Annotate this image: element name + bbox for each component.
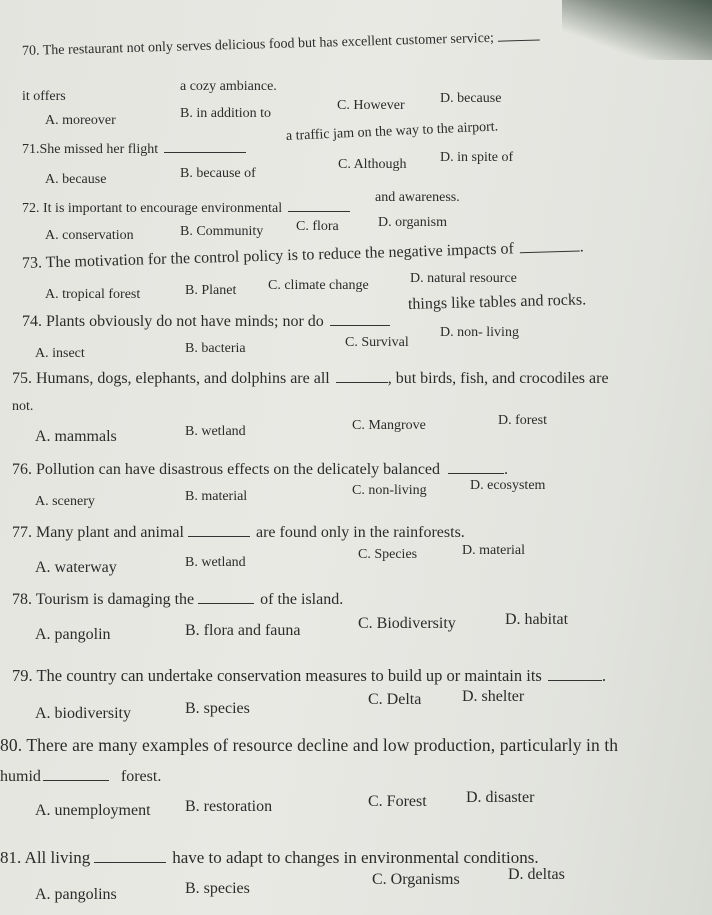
q74-stem-a: 74. Plants obviously do not have minds; nor do — [22, 313, 390, 331]
q70-stem-line2b: a cozy ambiance. — [180, 79, 277, 94]
q72-option-d: D. organism — [378, 215, 447, 230]
q72-stem-a: 72. It is important to encourage environmental — [22, 201, 350, 217]
q73-option-b: B. Planet — [185, 283, 237, 298]
q78-option-b: B. flora and fauna — [185, 622, 301, 639]
q77-option-d: D. material — [462, 543, 525, 558]
q75-option-c: C. Mangrove — [352, 418, 426, 433]
q75-option-d: D. forest — [498, 413, 547, 428]
q71-stem-a: 71.She missed her flight — [22, 142, 246, 158]
q78-option-c: C. Biodiversity — [358, 615, 456, 632]
q72-option-a: A. conservation — [45, 228, 134, 243]
q70-option-a: A. moreover — [45, 113, 116, 128]
q72-option-c: C. flora — [296, 219, 339, 234]
q76-option-c: C. non-living — [352, 483, 427, 498]
q81-stem: 81. All living have to adapt to changes in environmental conditions. — [0, 848, 539, 867]
q81-option-d: D. deltas — [508, 866, 565, 883]
q71-stem-b: a traffic jam on the way to the airport. — [285, 119, 499, 144]
q80-option-c: C. Forest — [368, 793, 427, 810]
q74-option-a: A. insect — [35, 346, 85, 361]
q71-option-a: A. because — [45, 172, 107, 187]
q72-stem-b: and awareness. — [375, 190, 460, 205]
q70-option-b: B. in addition to — [180, 106, 271, 121]
q73-option-a: A. tropical forest — [45, 287, 141, 302]
q71-option-b: B. because of — [180, 166, 256, 181]
q74-option-d: D. non- living — [440, 325, 519, 340]
q77-stem: 77. Many plant and animal are found only in the rainforests. — [12, 524, 465, 541]
q78-option-d: D. habitat — [505, 611, 569, 628]
q76-option-d: D. ecosystem — [470, 478, 546, 493]
q73-option-c: C. climate change — [268, 278, 369, 293]
q75-stem-a: 75. Humans, dogs, elephants, and dolphins are all , but birds, fish, and crocodiles are — [12, 370, 609, 387]
q73-stem: 73. The motivation for the control policy is to reduce the negative impacts of . — [21, 238, 585, 272]
q77-option-b: B. wetland — [185, 555, 246, 570]
q79-option-b: B. species — [185, 700, 250, 717]
q70-stem-line2a: it offers — [22, 89, 66, 104]
q74-stem-b: things like tables and rocks. — [407, 291, 587, 313]
q75-option-a: A. mammals — [35, 428, 117, 445]
q76-option-a: A. scenery — [35, 494, 95, 509]
q80-option-a: A. unemployment — [35, 802, 151, 819]
q75-option-b: B. wetland — [185, 424, 246, 439]
q81-option-b: B. species — [185, 880, 250, 897]
q80-option-d: D. disaster — [466, 789, 535, 806]
q76-stem: 76. Pollution can have disastrous effects on the delicately balanced . — [12, 461, 509, 478]
q71-option-c: C. Although — [338, 157, 407, 172]
q81-option-a: A. pangolins — [35, 886, 117, 903]
q79-option-d: D. shelter — [462, 688, 525, 705]
q76-option-b: B. material — [185, 489, 248, 504]
q71-option-d: D. in spite of — [440, 150, 514, 165]
q80-stem-a: 80. There are many examples of resource decline and low production, particularly in th — [0, 735, 619, 755]
q70-stem-line1: 70. The restaurant not only serves delicious food but has excellent customer service; — [22, 30, 540, 60]
q75-stem-c: not. — [12, 399, 34, 414]
q79-option-c: C. Delta — [368, 691, 422, 708]
q74-option-b: B. bacteria — [185, 341, 246, 356]
q78-option-a: A. pangolin — [35, 626, 111, 643]
q79-stem: 79. The country can undertake conservation measures to build up or maintain its . — [12, 666, 606, 685]
q74-option-c: C. Survival — [345, 335, 409, 350]
q78-stem: 78. Tourism is damaging the of the island. — [12, 591, 344, 608]
q70-option-c: C. However — [337, 98, 405, 113]
q77-option-a: A. waterway — [35, 559, 117, 576]
q80-stem-b: humid forest. — [0, 768, 162, 785]
q73-option-d: D. natural resource — [410, 271, 517, 286]
q77-option-c: C. Species — [358, 547, 418, 562]
q80-option-b: B. restoration — [185, 798, 273, 815]
q79-option-a: A. biodiversity — [35, 705, 131, 722]
q81-option-c: C. Organisms — [372, 871, 460, 888]
page-corner-shadow — [562, 0, 712, 60]
q72-option-b: B. Community — [180, 224, 264, 239]
q70-option-d: D. because — [440, 91, 502, 106]
